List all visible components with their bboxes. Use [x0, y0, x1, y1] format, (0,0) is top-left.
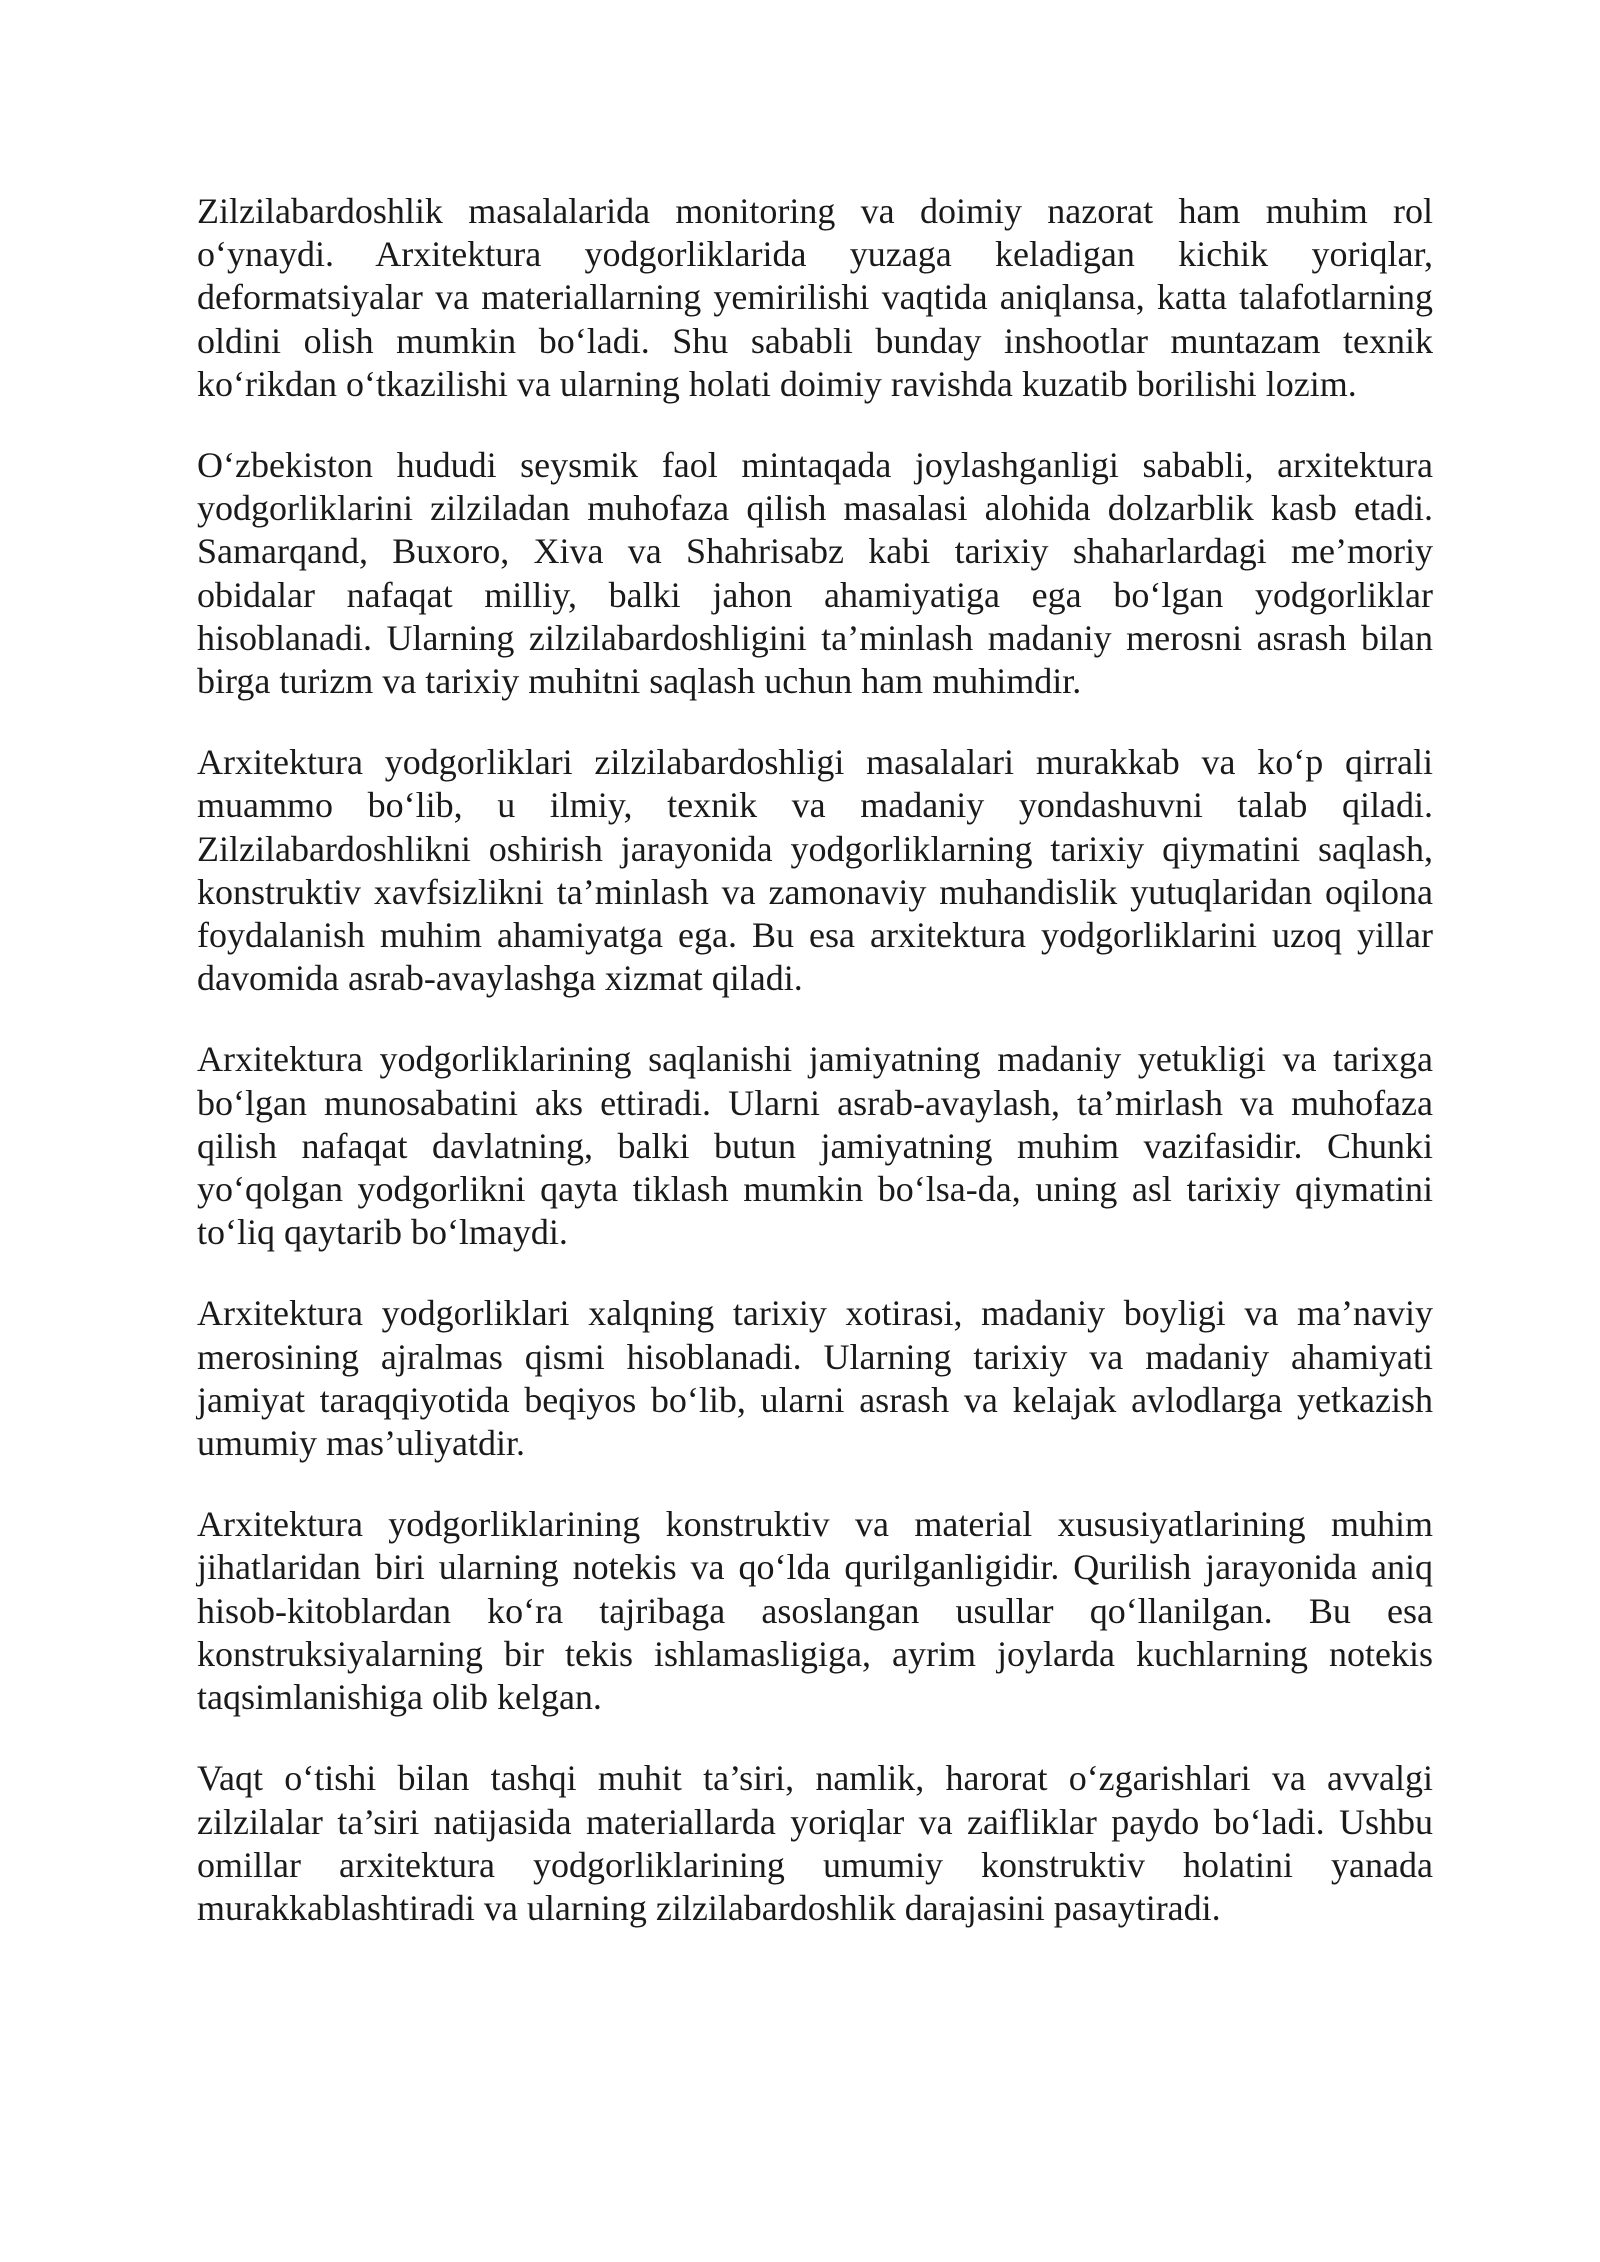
paragraph-3: Arxitektura yodgorliklari zilzilabardoshligi masalalari murakkab va ko‘p qirrali muammo bo‘lib, u ilmiy, texnik va madaniy yondashuvni talab qiladi. Zilzilabardoshlikni oshirish jarayonida yodgorliklarning tarixiy qiymatini saqlash, konstruktiv xavfsizlikni ta’minlash va zamonaviy muhandislik yutuqlaridan oqilona foydalanish muhim ahamiyatga ega. Bu esa arxitektura yodgorliklarini uzoq yillar davomida asrab-avaylashga xizmat qiladi. — [197, 742, 1433, 999]
paragraph-7: Vaqt o‘tishi bilan tashqi muhit ta’siri, namlik, harorat o‘zgarishlari va avvalgi zilzilalar ta’siri natijasida materiallarda yoriqlar va zaifliklar paydo bo‘ladi. Ushbu omillar arxitektura yodgorliklarining umumiy konstruktiv holatini yanada murakkablashtiradi va ularning zilzilabardoshlik darajasini pasaytiradi. — [197, 1758, 1433, 1928]
paragraph-4: Arxitektura yodgorliklarining saqlanishi jamiyatning madaniy yetukligi va tarixga bo‘lgan munosabatini aks ettiradi. Ularni asrab-avaylash, ta’mirlash va muhofaza qilish nafaqat davlatning, balki butun jamiyatning muhim vazifasidir. Chunki yo‘qolgan yodgorlikni qayta tiklash mumkin bo‘lsa-da, uning asl tarixiy qiymatini to‘liq qaytarib bo‘lmaydi. — [197, 1039, 1433, 1253]
paragraph-2: O‘zbekiston hududi seysmik faol mintaqada joylashganligi sababli, arxitektura yodgorliklarini zilziladan muhofaza qilish masalasi alohida dolzarblik kasb etadi. Samarqand, Buxoro, Xiva va Shahrisabz kabi tarixiy shaharlardagi me’moriy obidalar nafaqat milliy, balki jahon ahamiyatiga ega bo‘lgan yodgorliklar hisoblanadi. Ularning zilzilabardoshligini ta’minlash madaniy merosni asrash bilan birga turizm va tarixiy muhitni saqlash uchun ham muhimdir. — [197, 445, 1433, 702]
paragraph-5: Arxitektura yodgorliklari xalqning tarixiy xotirasi, madaniy boyligi va ma’naviy merosining ajralmas qismi hisoblanadi. Ularning tarixiy va madaniy ahamiyati jamiyat taraqqiyotida beqiyos bo‘lib, ularni asrash va kelajak avlodlarga yetkazish umumiy mas’uliyatdir. — [197, 1293, 1433, 1464]
document-body — [197, 190, 1433, 1930]
paragraph-6: Arxitektura yodgorliklarining konstruktiv va material xususiyatlarining muhim jihatlaridan biri ularning notekis va qo‘lda qurilganligidir. Qurilish jarayonida aniq hisob-kitoblardan ko‘ra tajribaga asoslangan usullar qo‘llanilgan. Bu esa konstruksiyalarning bir tekis ishlamasligiga, ayrim joylarda kuchlarning notekis taqsimlanishiga olib kelgan. — [197, 1504, 1433, 1718]
paragraph-1: Zilzilabardoshlik masalalarida monitoring va doimiy nazorat ham muhim rol o‘ynaydi. Arxitektura yodgorliklarida yuzaga keladigan kichik yoriqlar, deformatsiyalar va materiallarning yemirilishi vaqtida aniqlansa, katta talafotlarning oldini olish mumkin bo‘ladi. Shu sababli bunday inshootlar muntazam texnik ko‘rikdan o‘tkazilishi va ularning holati doimiy ravishda kuzatib borilishi lozim. — [197, 191, 1433, 404]
